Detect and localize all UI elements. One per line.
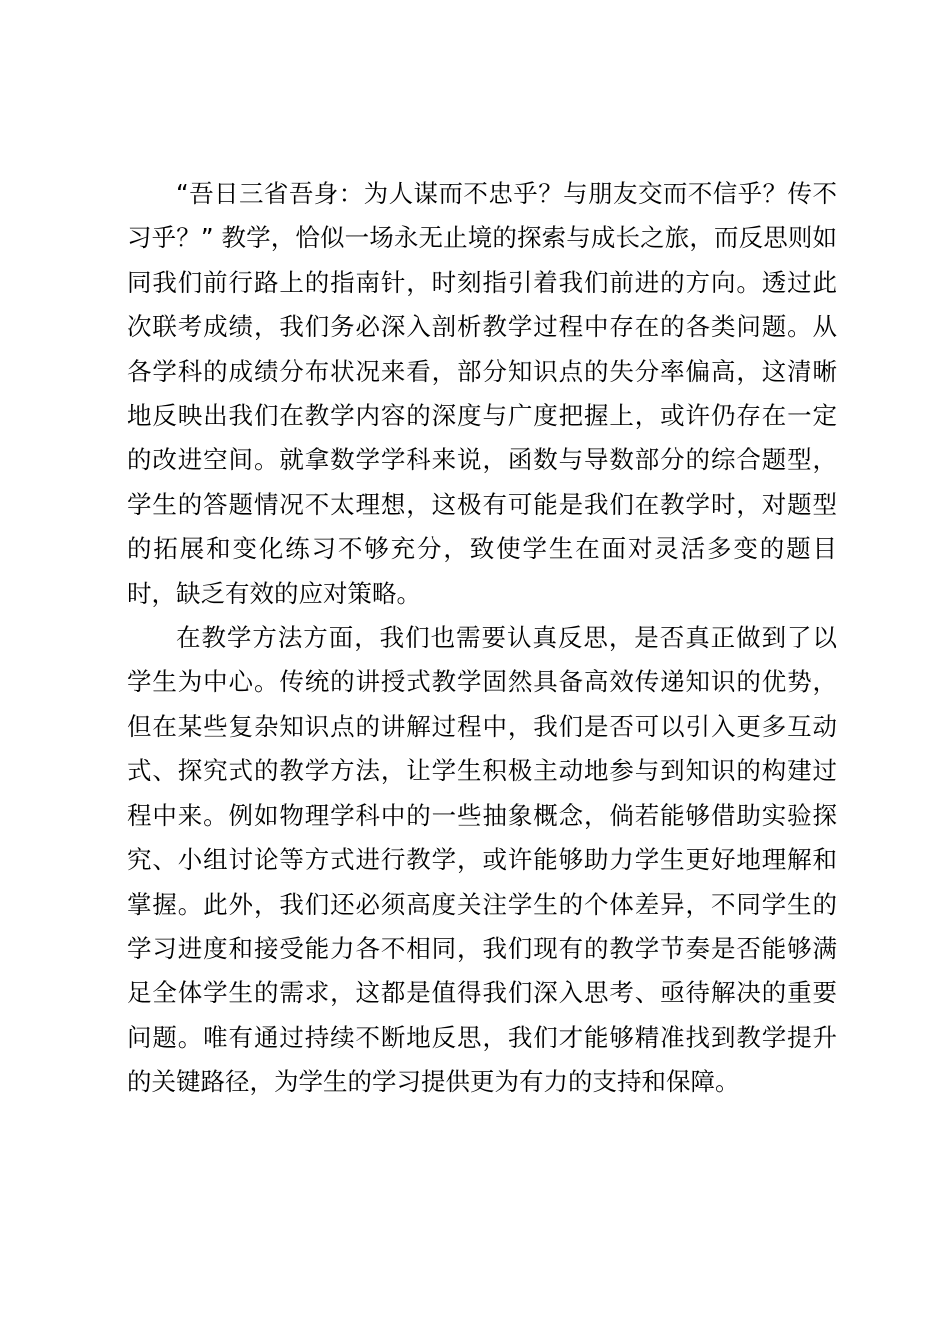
paragraph-1: “吾日三省吾身：为人谋而不忠乎？与朋友交而不信乎？传不习乎？” 教学，恰似一场永无止境的探索与成长之旅，而反思则如同我们前行路上的指南针，时刻指引着我们前进的方向。透过此次联考成绩，我们务必深入剖析教学过程中存在的各类问题。从各学科的成绩分布状况来看，部分知识点的失分率偏高，这清晰地反映出我们在教学内容的深度与广度把握上，或许仍存在一定的改进空间。就拿数学学科来说，函数与导数部分的综合题型，学生的答题情况不太理想，这极有可能是我们在教学时，对题型的拓展和变化练习不够充分，致使学生在面对灵活多变的题目时，缺乏有效的应对策略。 [127, 179, 837, 608]
body-text [127, 172, 837, 1105]
paragraph-2: 在教学方法方面，我们也需要认真反思，是否真正做到了以学生为中心。传统的讲授式教学固然具备高效传递知识的优势，但在某些复杂知识点的讲解过程中，我们是否可以引入更多互动式、探究式的教学方法，让学生积极主动地参与到知识的构建过程中来。例如物理学科中的一些抽象概念，倘若能够借助实验探究、小组讨论等方式进行教学，或许能够助力学生更好地理解和掌握。此外，我们还必须高度关注学生的个体差异，不同学生的学习进度和接受能力各不相同，我们现有的教学节奏是否能够满足全体学生的需求，这都是值得我们深入思考、亟待解决的重要问题。唯有通过持续不断地反思，我们才能够精准找到教学提升的关键路径，为学生的学习提供更为有力的支持和保障。 [127, 623, 837, 1097]
